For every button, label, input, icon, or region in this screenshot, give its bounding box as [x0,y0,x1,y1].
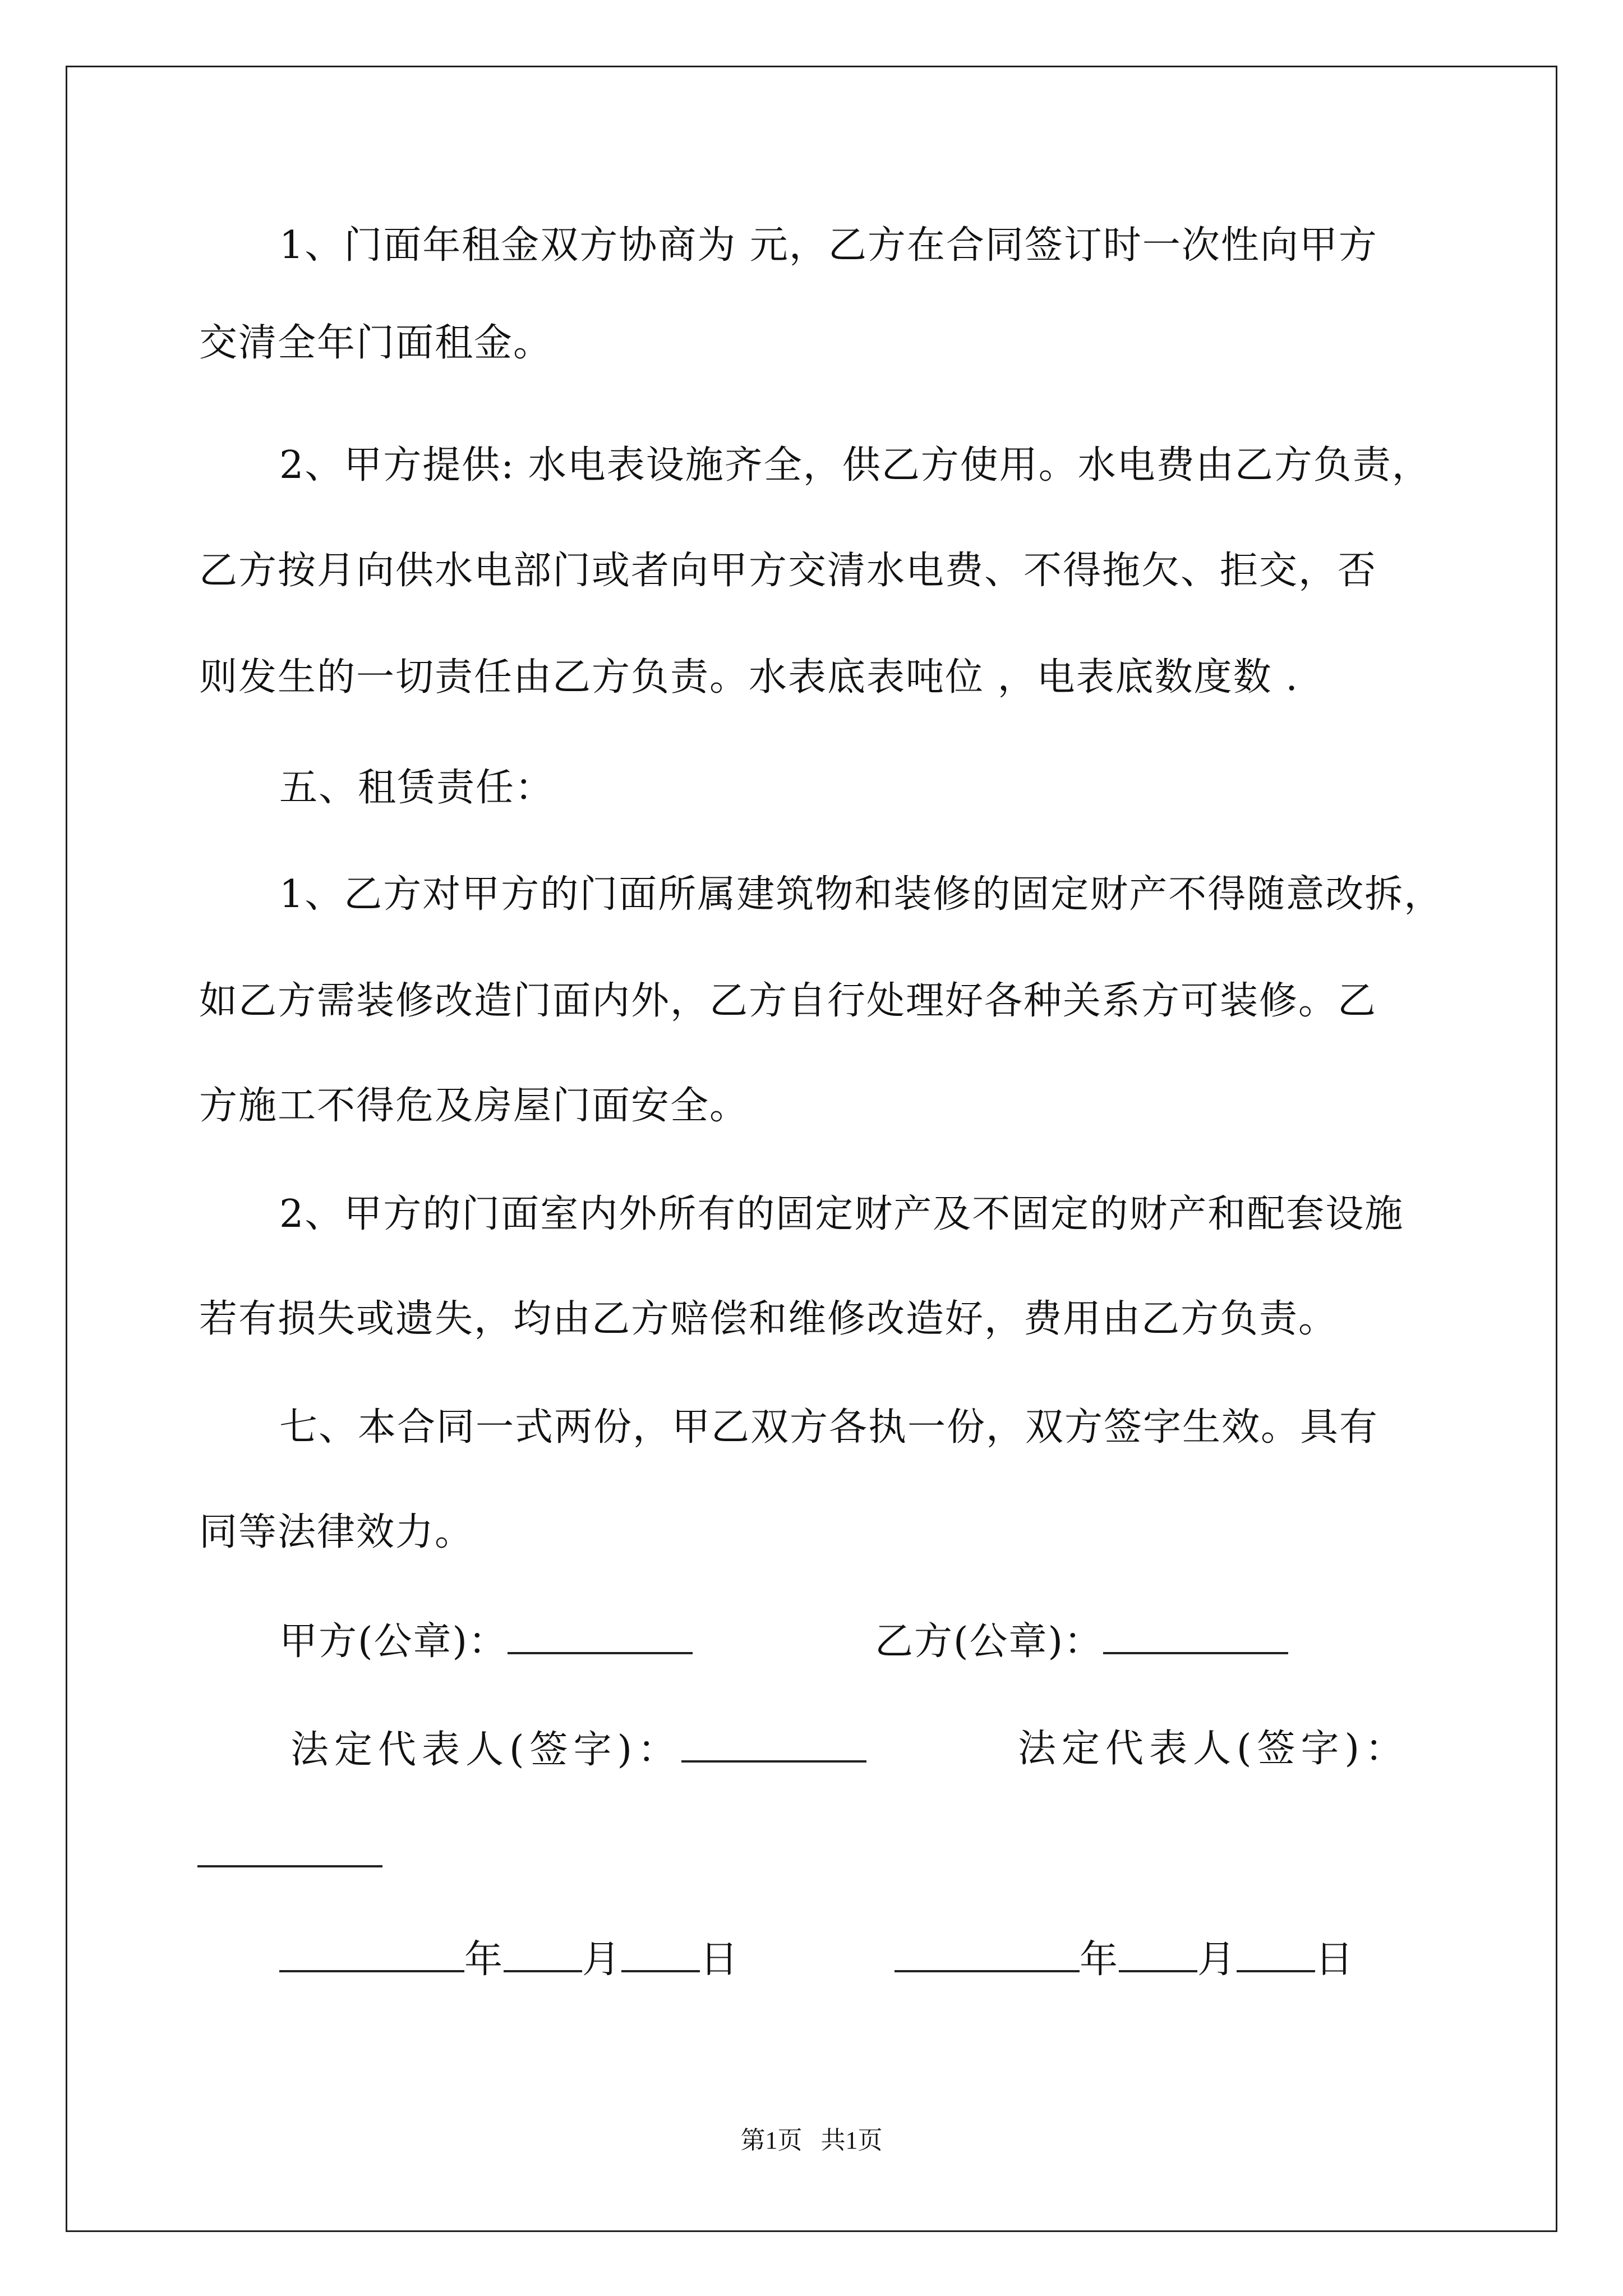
paragraph-rent-line-2: 交清全年门面租金。 [199,321,553,365]
paragraph-rent-line-1: 1、门面年租金双方协商为 元，乙方在合同签订时一次性向甲方 [279,223,1378,268]
party-b-seal-label: 乙方(公章)： [875,1619,1104,1664]
paragraph-property-line-1: 2、甲方的门面室内外所有的固定财产及不固定的财产和配套设施 [279,1192,1404,1236]
party-a-day-label: 日 [700,1938,740,1982]
party-a-representative-label: 法定代表人(签字)： [291,1728,682,1772]
party-b-month-label: 月 [1197,1938,1237,1982]
party-a-seal-label: 甲方(公章)： [279,1619,508,1664]
party-b-seal-line [875,1618,1288,1664]
party-a-representative-blank[interactable] [681,1727,866,1763]
party-b-date-line [895,1936,1354,1982]
party-b-month-blank[interactable] [1119,1936,1197,1972]
party-b-representative-line [197,1832,382,1878]
section-heading-lease-responsibility: 五、租赁责任： [279,766,555,810]
party-a-month-blank[interactable] [504,1936,582,1972]
paragraph-utilities-line-2: 乙方按月向供水电部门或者向甲方交清水电费、不得拖欠、拒交，否 [199,549,1377,593]
paragraph-property-line-2: 若有损失或遗失，均由乙方赔偿和维修改造好，费用由乙方负责。 [199,1297,1338,1341]
paragraph-alteration-line-3: 方施工不得危及房屋门面安全。 [199,1084,749,1128]
party-a-date-line [279,1936,739,1982]
page-number-footer: 第1页 共1页 [740,2127,883,2154]
party-a-year-label: 年 [464,1938,504,1982]
party-a-seal-line [279,1618,693,1664]
party-a-day-blank[interactable] [621,1936,700,1972]
page-border [66,66,1557,2232]
paragraph-alteration-line-2: 如乙方需装修改造门面内外，乙方自行处理好各种关系方可装修。乙 [199,979,1377,1023]
party-b-day-label: 日 [1315,1938,1355,1982]
paragraph-utilities-line-3: 则发生的一切责任由乙方负责。水表底表吨位 ，电表底数度数 . [199,655,1299,700]
paragraph-alteration-line-1: 1、乙方对甲方的门面所属建筑物和装修的固定财产不得随意改拆， [279,872,1444,917]
party-b-representative-label: 法定代表人(签字)： [1018,1727,1409,1771]
party-b-day-blank[interactable] [1237,1936,1315,1972]
party-b-representative-blank[interactable] [197,1832,382,1867]
paragraph-utilities-line-1: 2、甲方提供: 水电表设施齐全，供乙方使用。水电费由乙方负责， [279,443,1431,487]
party-b-seal-blank[interactable] [1103,1618,1288,1654]
party-a-seal-blank[interactable] [508,1618,693,1654]
party-b-year-blank[interactable] [895,1936,1080,1972]
section-seven-line-1: 七、本合同一式两份，甲乙双方各执一份，双方签字生效。具有 [279,1405,1379,1450]
party-a-year-blank[interactable] [279,1936,464,1972]
party-a-representative-line [291,1727,866,1773]
party-b-year-label: 年 [1080,1938,1119,1982]
party-a-month-label: 月 [582,1938,622,1982]
section-seven-line-2: 同等法律效力。 [199,1510,474,1554]
